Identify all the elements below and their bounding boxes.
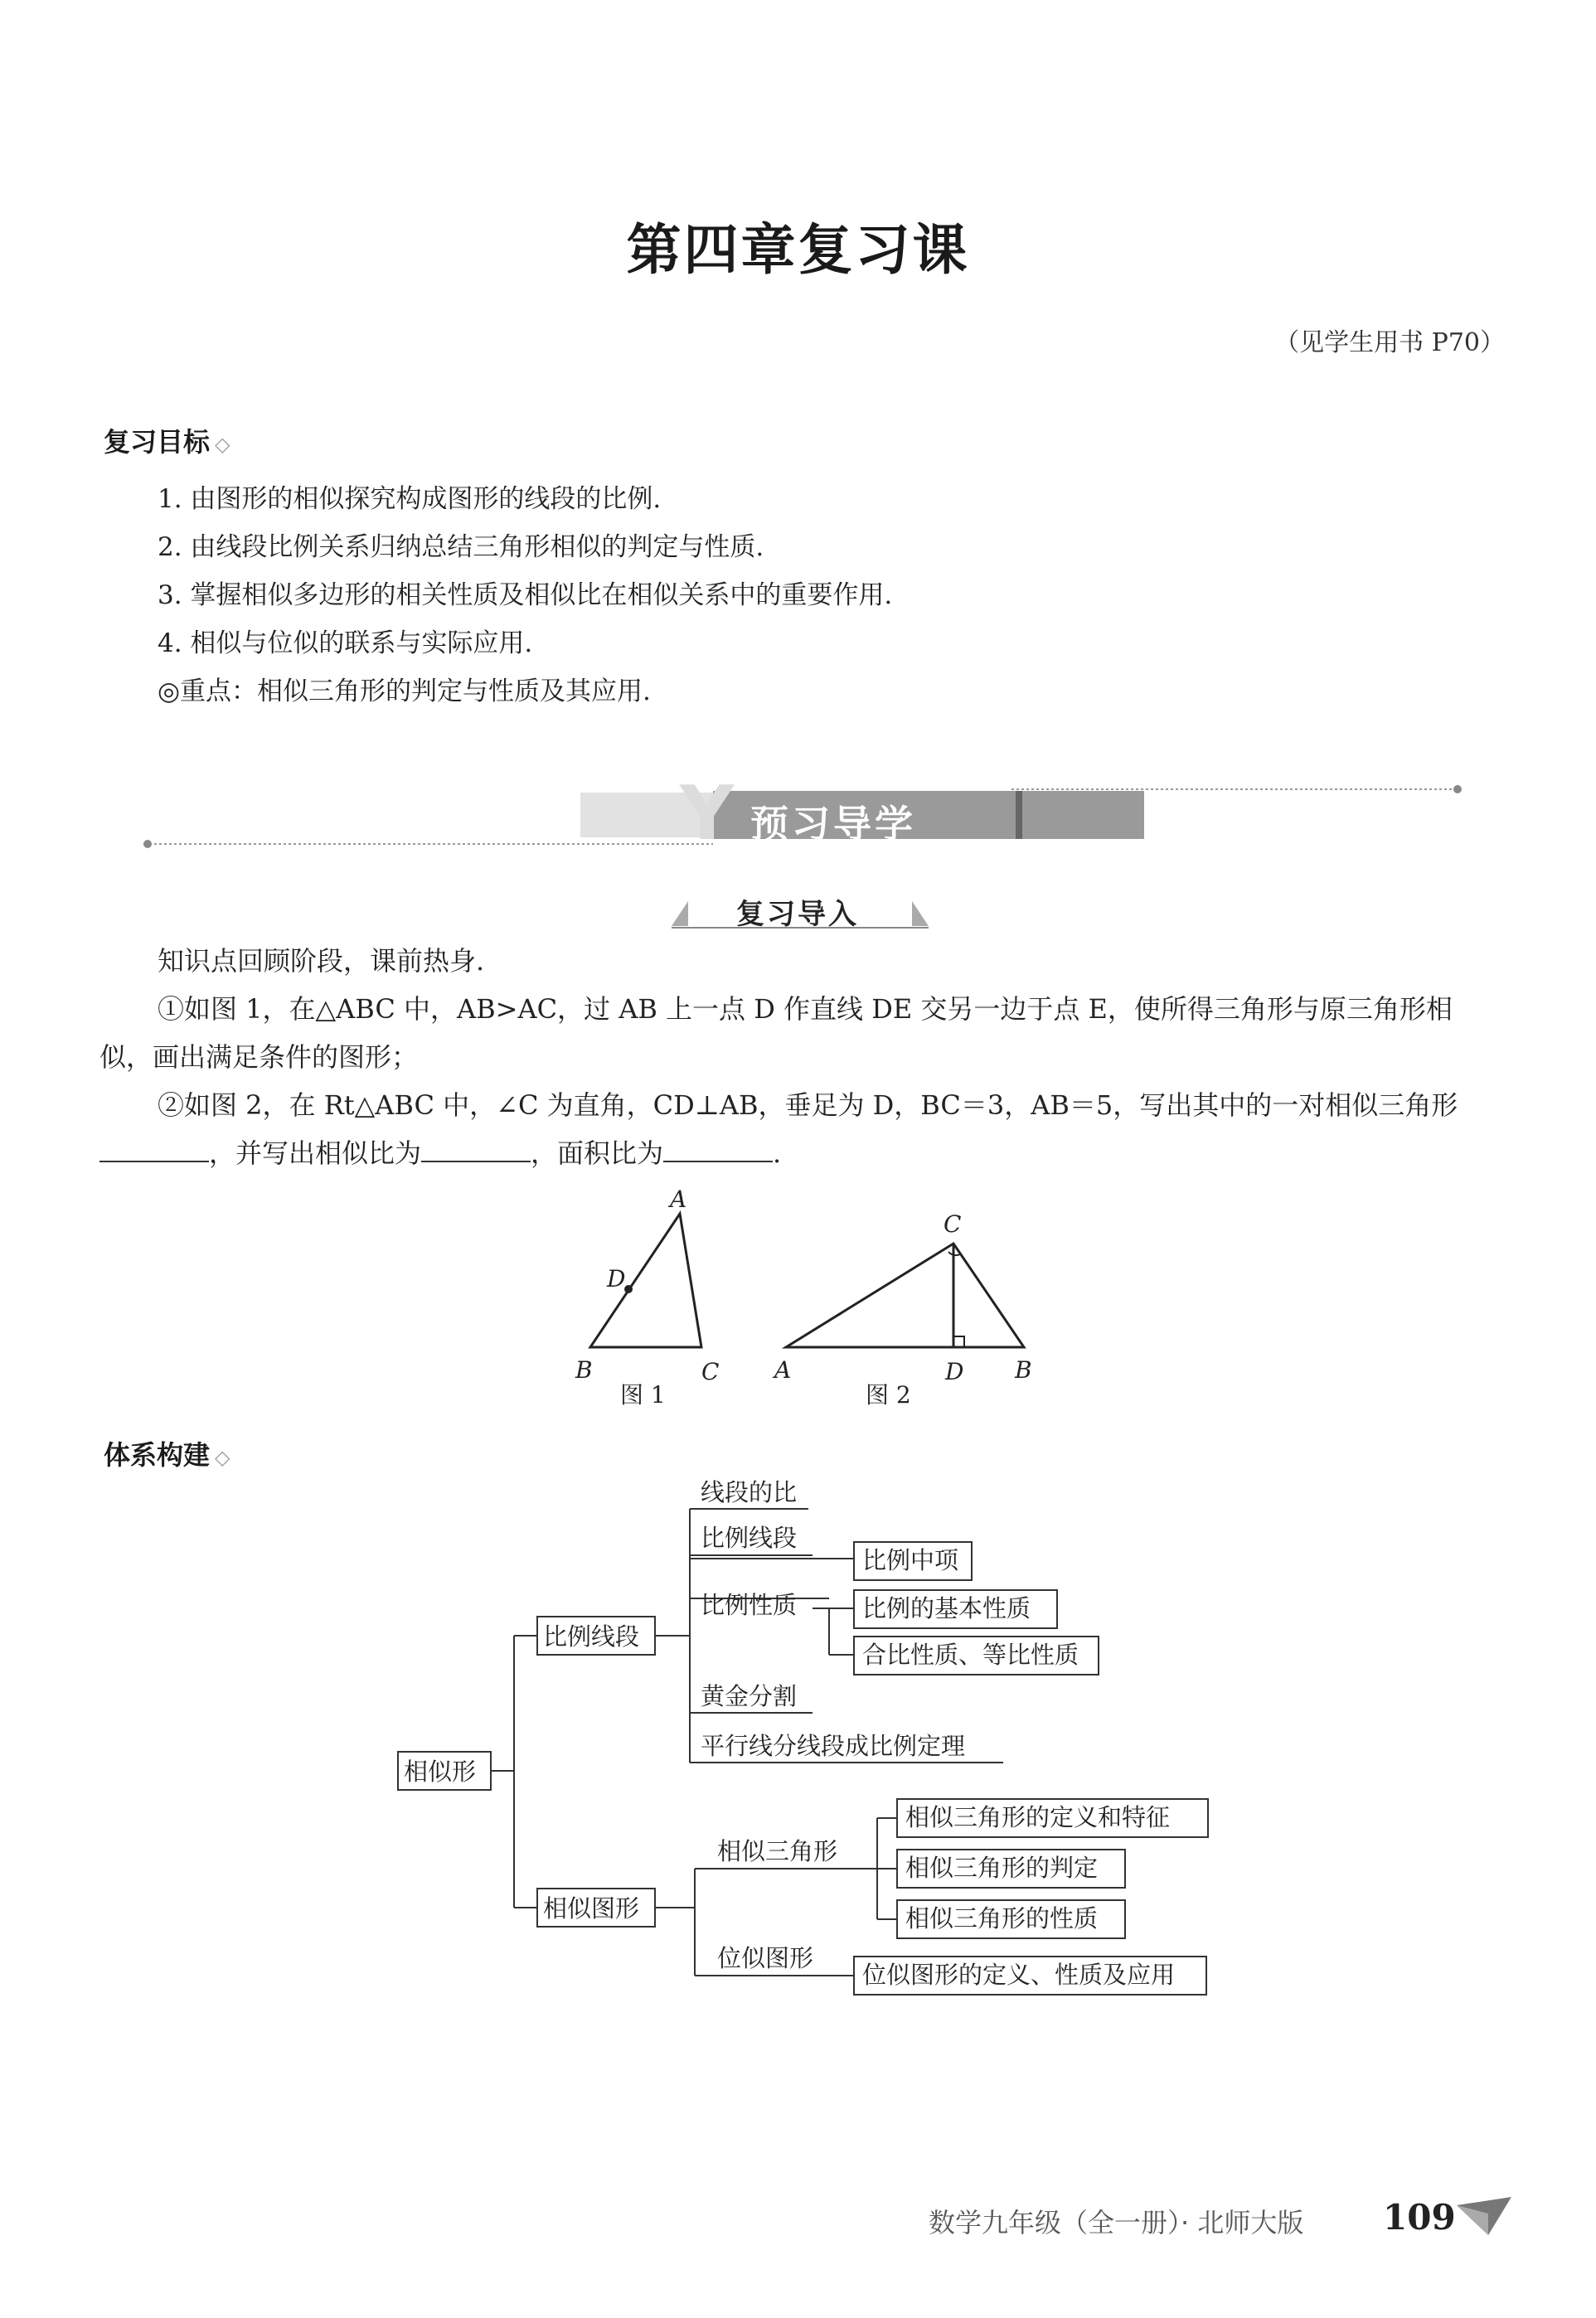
fig1-label-a: A	[670, 1186, 687, 1213]
diamond-arrow-icon: ◇	[215, 432, 230, 456]
map-b2-sub-triangle-1: 相似三角形的定义和特征	[905, 1803, 1171, 1831]
goal-item-3: 3. 掌握相似多边形的相关性质及相似比在相似关系中的重要作用.	[158, 580, 893, 610]
page-title: 第四章复习课	[626, 217, 970, 282]
map-b1-sub-property-2: 合比性质、等比性质	[862, 1641, 1079, 1669]
map-branch-1: 比例线段	[543, 1622, 640, 1651]
goal-item-2: 2. 由线段比例关系归纳总结三角形相似的判定与性质.	[158, 532, 764, 562]
folded-corner-icon	[1455, 2189, 1513, 2238]
footer-book-title: 数学九年级（全一册）· 北师大版	[929, 2207, 1304, 2238]
map-b1-sub-property-1: 比例的基本性质	[862, 1594, 1031, 1622]
ratio-text: ，并写出相似比为	[209, 1137, 422, 1169]
end-period: .	[773, 1137, 782, 1169]
fig2-label-a: A	[774, 1356, 792, 1384]
intro-question-1-line1: ①如图 1，在△ABC 中，AB>AC，过 AB 上一点 D 作直线 DE 交另一边于点 E，使所得三角形与原三角形相	[158, 993, 1453, 1025]
intro-question-2-line1: ②如图 2，在 Rt△ABC 中，∠C 为直角，CD⊥AB，垂足为 D，BC＝3，AB＝5，写出其中的一对相似三角形	[158, 1089, 1458, 1121]
fig1-label-c: C	[701, 1358, 720, 1385]
figure-2	[772, 1210, 1032, 1409]
system-heading-text: 体系构建	[104, 1439, 211, 1471]
map-b1-item-4: 黄金分割	[701, 1682, 798, 1710]
fig1-caption: 图 1	[620, 1381, 666, 1409]
map-b1-item-2: 比例线段	[701, 1524, 798, 1552]
svg-text:Y: Y	[680, 770, 735, 857]
fig2-caption: 图 2	[866, 1381, 911, 1409]
map-b2-sub-homothety: 位似图形的定义、性质及应用	[862, 1961, 1176, 1989]
page-number: 109	[1383, 2197, 1456, 2238]
goals-heading	[104, 421, 230, 459]
fig2-label-b: B	[1015, 1356, 1032, 1384]
map-b1-item-3: 比例性质	[701, 1591, 798, 1619]
fig1-label-d: D	[607, 1265, 626, 1292]
goal-key-point: ◎重点：相似三角形的判定与性质及其应用.	[158, 676, 651, 706]
section-subtitle: 复习导入	[736, 898, 859, 931]
map-b2-item-2: 位似图形	[717, 1944, 814, 1972]
intro-paragraph-1: 知识点回顾阶段，课前热身.	[158, 945, 485, 977]
diamond-arrow-icon: ◇	[215, 1445, 230, 1469]
goals-heading-text: 复习目标	[104, 426, 211, 458]
figure-1	[575, 1186, 719, 1409]
intro-question-2-line2	[99, 1129, 781, 1177]
map-b1-sub-proportion: 比例中项	[862, 1546, 959, 1574]
fig2-label-c: C	[944, 1210, 962, 1238]
answer-blank-ratio[interactable]	[421, 1136, 531, 1162]
map-b2-item-1: 相似三角形	[717, 1837, 838, 1865]
figures	[547, 1177, 1061, 1418]
goal-item-4: 4. 相似与位似的联系与实际应用.	[158, 628, 533, 658]
intro-question-1-line2: 似，画出满足条件的图形；	[99, 1041, 419, 1073]
map-b1-item-5: 平行线分线段成比例定理	[701, 1732, 966, 1760]
answer-blank-pair[interactable]	[99, 1136, 209, 1162]
map-branch-2: 相似图形	[543, 1894, 640, 1923]
student-book-reference: （见学生用书 P70）	[1274, 328, 1505, 357]
goal-item-1: 1. 由图形的相似探究构成图形的线段的比例.	[158, 484, 662, 514]
banner-title: 预习导学	[750, 802, 916, 846]
concept-map	[0, 1476, 1596, 2015]
map-root: 相似形	[404, 1758, 477, 1786]
system-heading	[104, 1434, 230, 1472]
map-b1-item-1: 线段的比	[701, 1478, 798, 1506]
map-b2-sub-triangle-3: 相似三角形的性质	[905, 1904, 1099, 1932]
map-b2-sub-triangle-2: 相似三角形的判定	[905, 1854, 1099, 1882]
fig1-label-b: B	[575, 1356, 593, 1384]
area-text: ，面积比为	[531, 1137, 664, 1169]
answer-blank-area[interactable]	[663, 1136, 773, 1162]
fig2-label-d: D	[945, 1358, 964, 1385]
